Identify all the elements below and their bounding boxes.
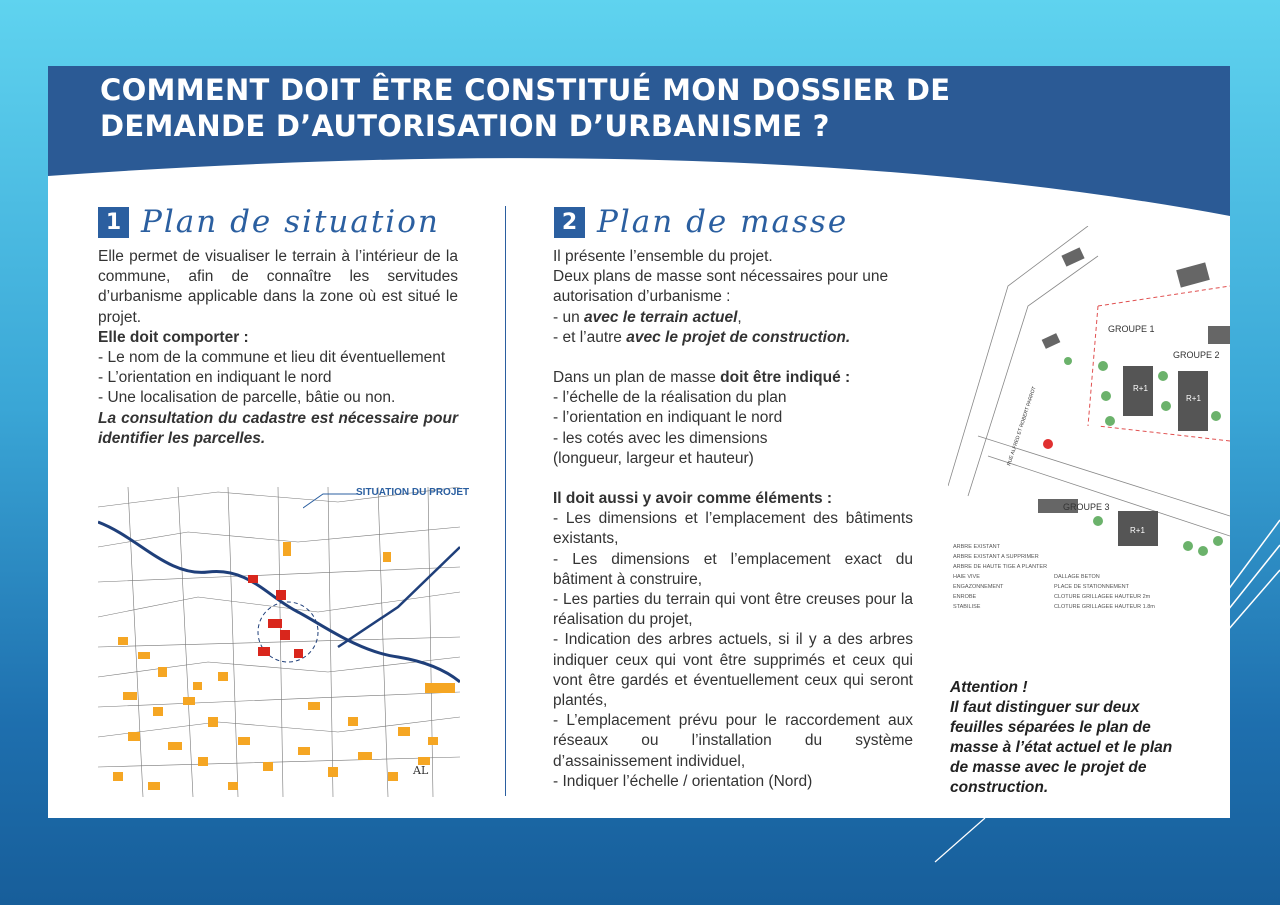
legend-item: DALLAGE BETON [1054,574,1100,580]
legend-item: ARBRE EXISTANT [953,544,1000,550]
plan-item-emphasis: avec le projet de construction. [626,328,851,346]
section-1-intro: Elle permet de visualiser le terrain à l’intérieur de la commune, afin de connaître les servitudes d’urbanisme applicable dans la zone où est situé le projet. [98,248,458,326]
section-2-number: 2 [554,207,585,238]
section-1-item: - Une localisation de parcelle, bâtie ou non. [98,389,396,407]
section-1-title: Plan de situation [141,204,440,240]
section-2-plan-item [553,308,913,328]
section-2-elements-title: Il doit aussi y avoir comme éléments : [553,490,833,508]
map-callout-label: SITUATION DU PROJET [356,487,470,498]
legend-item: ENGAZONNEMENT [953,584,1004,590]
plan-street-label: RUE ALFRED ET ROBERT PARROT [1006,385,1038,467]
plan-legend [953,544,1223,610]
legend-item: HAIE VIVE [953,574,980,580]
section-2-header [554,204,848,240]
legend-item: ARBRE EXISTANT A SUPPRIMER [953,554,1039,560]
indicated-item: (longueur, largeur et hauteur) [553,449,754,467]
map-corner-label: AL [413,764,429,777]
plan-building-label: R+1 [1186,394,1201,403]
legend-item: ARBRE DE HAUTE TIGE A PLANTER [953,564,1048,570]
element-item: - Les dimensions et l’emplacement exact du bâtiment à construire, [553,550,913,588]
plan-item-prefix: - et l’autre [553,328,627,346]
attention-box [950,678,1180,798]
section-1-item: - L’orientation en indiquant le nord [98,369,332,387]
column-divider [505,206,506,796]
plan-group-label: GROUPE 2 [1173,350,1220,360]
indicated-prefix: Dans un plan de masse [553,369,721,387]
section-1-text [98,247,458,449]
section-2-plan-item [553,328,913,348]
indicated-item: - l’orientation en indiquant le nord [553,409,783,427]
indicated-item: - l’échelle de la réalisation du plan [553,389,787,407]
section-2-title: Plan de masse [597,204,849,240]
attention-text: Il faut distinguer sur deux feuilles séparées le plan de masse à l’état actuel et le plan de masse avec le projet de construction. [950,699,1173,796]
legend-item: CLOTURE GRILLAGEE HAUTEUR 2m [1054,594,1151,600]
section-2-indicated-title [553,368,913,388]
plan-item-emphasis: avec le terrain actuel [584,308,738,326]
attention-title: Attention ! [950,679,1028,696]
map-callout-line [303,490,363,510]
element-item: - Indication des arbres actuels, si il y a des arbres indiquer ceux qui vont être supprimés et ceux qui vont être gardés et éventuellement ceux qui seront plantés, [553,631,913,710]
element-item: - Indiquer l’échelle / orientation (Nord) [553,772,813,790]
indicated-item: - les cotés avec les dimensions [553,429,768,447]
section-2-intro: Deux plans de masse sont nécessaires pour une autorisation d’urbanisme : [553,268,889,306]
plan-building-label: R+1 [1130,526,1145,535]
indicated-bold: doit être indiqué : [720,369,851,387]
plan-item-suffix: , [737,308,742,326]
legend-item: STABILISE [953,604,981,610]
element-item: - Les dimensions et l’emplacement des bâtiments existants, [553,510,913,548]
plan-item-prefix: - un [553,308,585,326]
plan-group-label: GROUPE 1 [1108,324,1155,334]
element-item: - Les parties du terrain qui vont être creuses pour la réalisation du projet, [553,591,913,629]
plan-group-label: GROUPE 3 [1063,502,1110,512]
section-1-note: La consultation du cadastre est nécessaire pour identifier les parcelles. [98,409,458,447]
section-1-number: 1 [98,207,129,238]
section-1-item: - Le nom de la commune et lieu dit éventuellement [98,349,446,367]
element-item: - L’emplacement prévu pour le raccordement aux réseaux ou l’installation du système d’assainissement individuel, [553,712,913,770]
legend-item: CLOTURE GRILLAGEE HAUTEUR 1.8m [1054,604,1155,610]
section-2-intro: Il présente l’ensemble du projet. [553,248,773,265]
legend-item: PLACE DE STATIONNEMENT [1054,584,1129,590]
cadastral-map-image [98,487,460,797]
document-panel [48,66,1230,818]
page-title: COMMENT DOIT ÊTRE CONSTITUÉ MON DOSSIER DE DEMANDE D’AUTORISATION D’URBANISME ? [100,73,951,143]
legend-item: ENROBE [953,594,977,600]
section-1-must-title: Elle doit comporter : [98,328,249,346]
section-1-header [98,204,440,240]
plan-building-label: R+1 [1133,384,1148,393]
section-2-text [553,247,913,792]
